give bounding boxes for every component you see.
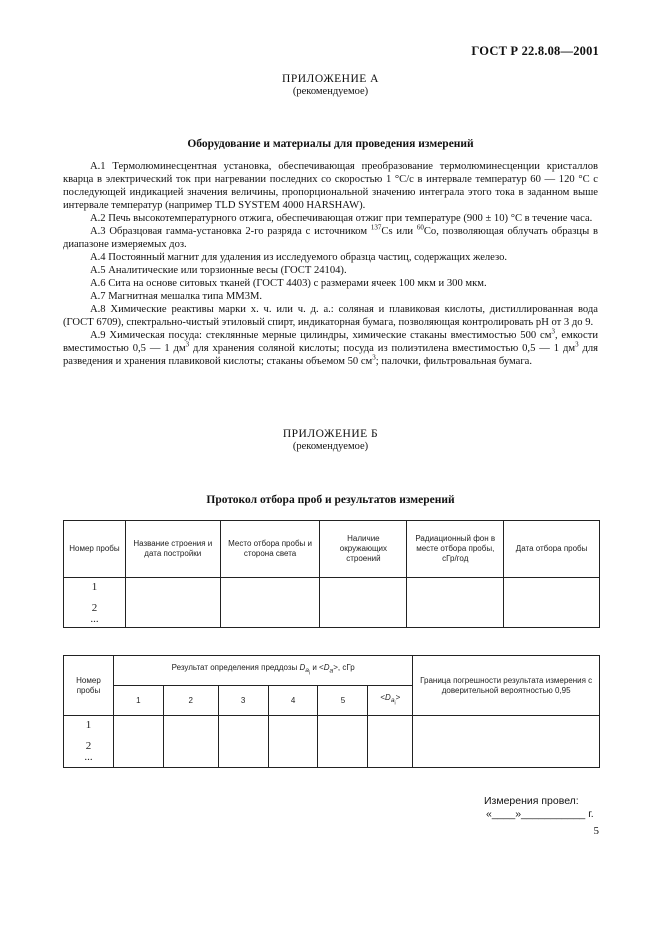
table-cell — [163, 716, 218, 768]
paragraph-a5: А.5 Аналитические или торзионные весы (ГОСТ 24104). — [90, 265, 347, 276]
table-cell — [318, 716, 368, 768]
subcolumn-header-mean: $<D_{a_i}>$ — [368, 686, 413, 716]
subcolumn-header: 3 — [218, 686, 268, 716]
paragraph-a9: А.9 Химическая посуда: стеклянные мерные цилиндры, химические стаканы вместимостью 500 $см^3$, емкости вместимостью 0,5 — 1 $дм^3$ для хранения соляной кислоты; посуда из полиэтилена вместимостью 0,5 — 1 $дм^3$ для разведения и хранения плавиковой кислоты; стаканы объемом 50 $см^3$; палочки, фильтровальная бумага. — [63, 327, 599, 367]
paragraph-a1: А.1 Термолюминесцентная установка, обеспечивающая преобразование термолюминесценции кристаллов кварца в электрический ток при нагревании последних со скоростью 1 °С/с в интервале температур 60 — 120 °С с последующей индикацией значения величины, пропорциональной значению интеграла этого тока в заданном выше интервале температур (например TLD SYSTEM 4000 HARSHAW). — [63, 161, 598, 211]
table-cell — [413, 716, 600, 768]
column-header-result: Результат определения преддозы $D_{a_i}$ $и <D_a>$, сГр — [113, 656, 412, 686]
sample-number-cell: 1 2 ... — [64, 716, 114, 768]
subcolumn-header: 5 — [318, 686, 368, 716]
paragraph-a8: А.8 Химические реактивы марки х. ч. или ч. д. а.: соляная и плавиковая кислоты, дистиллированная вода (ГОСТ 6709), спектрально-чистый этиловый спирт, индикаторная бумага, позволяющая контролировать pH от 3 до 9. — [63, 304, 598, 328]
column-header: Номер пробы — [64, 521, 126, 578]
table-cell — [125, 578, 220, 628]
table-row — [64, 716, 600, 768]
column-header: Название строения и дата постройки — [125, 521, 220, 578]
appendix-a-section-title: Оборудование и материалы для проведения измерений — [187, 138, 474, 150]
table-cell — [368, 716, 413, 768]
table-cell — [218, 716, 268, 768]
table-cell — [320, 578, 407, 628]
appendix-a-status: (рекомендуемое) — [292, 86, 369, 97]
appendix-b-status: (рекомендуемое) — [292, 441, 369, 452]
signature-label: Измерения провел: — [484, 795, 579, 807]
table-row — [64, 578, 600, 628]
paragraph-a6: А.6 Сита на основе ситовых тканей (ГОСТ 4403) с размерами ячеек 100 мкм и 300 мкм. — [90, 278, 487, 289]
table-cell — [504, 578, 600, 628]
page-number: 5 — [593, 825, 599, 837]
appendix-a-title: ПРИЛОЖЕНИЕ А — [282, 73, 379, 85]
subcolumn-header: 2 — [163, 686, 218, 716]
signature-date-line: «____»___________ г. — [486, 808, 594, 820]
appendix-b-section-title: Протокол отбора проб и результатов измерений — [206, 494, 455, 506]
sample-number-cell: 1 2 ... — [64, 578, 126, 628]
sampling-protocol-table — [63, 520, 600, 628]
appendix-a-body — [63, 160, 598, 368]
table-header-row — [64, 656, 600, 686]
column-header-error: Граница погрешности результата измерения с доверительной вероятностью 0,95 — [413, 656, 600, 716]
measurement-results-table — [63, 655, 600, 768]
table-cell — [407, 578, 504, 628]
subcolumn-header: 4 — [268, 686, 318, 716]
appendix-b-title: ПРИЛОЖЕНИЕ Б — [282, 428, 379, 440]
subcolumn-header: 1 — [113, 686, 163, 716]
table-header-row — [64, 521, 600, 578]
table-cell — [268, 716, 318, 768]
paragraph-a3: А.3 Образцовая гамма-установка 2-го разряда с источником $^{137}$Cs или $^{60}$Co, позволяющая облучать образцы в диапазоне измеряемых доз. — [63, 223, 598, 250]
column-header: Номер пробы — [64, 656, 114, 716]
standard-header: ГОСТ Р 22.8.08—2001 — [471, 44, 599, 58]
column-header: Место отбора пробы и сторона света — [220, 521, 320, 578]
table-cell — [220, 578, 320, 628]
column-header: Радиационный фон в месте отбора пробы, сГр/год — [407, 521, 504, 578]
column-header: Наличие окружающих строений — [320, 521, 407, 578]
column-header: Дата отбора пробы — [504, 521, 600, 578]
paragraph-a2: А.2 Печь высокотемпературного отжига, обеспечивающая отжиг при температуре (900 ± 10) °С в течение часа. — [90, 213, 593, 224]
table-cell — [113, 716, 163, 768]
paragraph-a4: А.4 Постоянный магнит для удаления из исследуемого образца частиц, содержащих железо. — [90, 252, 508, 263]
paragraph-a7: А.7 Магнитная мешалка типа ММ3М. — [90, 291, 263, 302]
